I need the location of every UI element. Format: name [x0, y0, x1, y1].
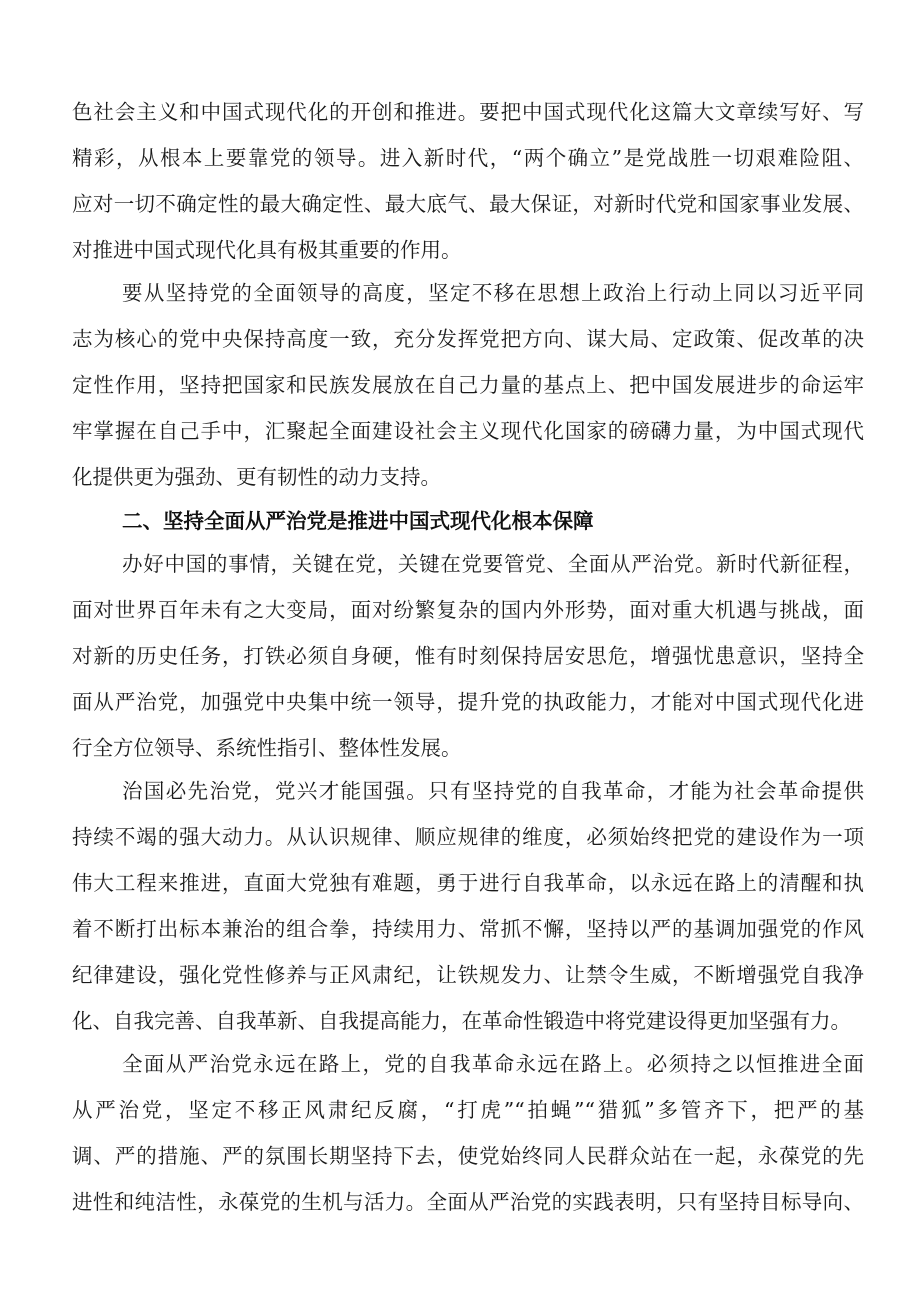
paragraph-line: 要从坚持党的全面领导的高度，坚定不移在思想上政治上行动上同以习近平同 [122, 281, 864, 305]
paragraph-line: 办好中国的事情，关键在党，关键在党要管党、全面从严治党。新时代新征程， [122, 552, 864, 576]
paragraph-line: 色社会主义和中国式现代化的开创和推进。要把中国式现代化这篇大文章续写好、写 [72, 100, 864, 124]
paragraph-line: 持续不竭的强大动力。从认识规律、顺应规律的维度，必须始终把党的建设作为一项 [72, 825, 864, 849]
paragraph-line: 全面从严治党永远在路上，党的自我革命永远在路上。必须持之以恒推进全面 [122, 1052, 864, 1076]
paragraph-line: 对新的历史任务，打铁必须自身硬，惟有时刻保持居安思危，增强忧患意识，坚持全 [72, 644, 864, 668]
paragraph-line: 应对一切不确定性的最大确定性、最大底气、最大保证，对新时代党和国家事业发展、 [72, 192, 864, 216]
paragraph-line: 化、自我完善、自我革新、自我提高能力，在革命性锻造中将党建设得更加坚强有力。 [72, 1009, 851, 1033]
paragraph-line: 精彩，从根本上要靠党的领导。进入新时代，“两个确立”是党战胜一切艰难险阻、 [72, 146, 864, 170]
paragraph-line: 面从严治党，加强党中央集中统一领导，提升党的执政能力，才能对中国式现代化进 [72, 690, 864, 714]
paragraph-line: 纪律建设，强化党性修养与正风肃纪，让铁规发力、让禁令生威，不断增强党自我净 [72, 963, 864, 987]
paragraph-line: 定性作用，坚持把国家和民族发展放在自己力量的基点上、把中国发展进步的命运牢 [72, 373, 864, 397]
paragraph-line: 对推进中国式现代化具有极其重要的作用。 [72, 238, 462, 262]
paragraph-line: 调、严的措施、严的氛围长期坚持下去，使党始终同人民群众站在一起，永葆党的先 [72, 1144, 864, 1168]
paragraph-line: 化提供更为强劲、更有韧性的动力支持。 [72, 465, 441, 489]
paragraph-line: 伟大工程来推进，直面大党独有难题，勇于进行自我革命，以永远在路上的清醒和执 [72, 871, 864, 895]
paragraph-line: 面对世界百年未有之大变局，面对纷繁复杂的国内外形势，面对重大机遇与挑战，面 [72, 598, 864, 622]
paragraph-line: 进性和纯洁性，永葆党的生机与活力。全面从严治党的实践表明，只有坚持目标导向、 [72, 1190, 864, 1214]
paragraph-line: 行全方位领导、系统性指引、整体性发展。 [72, 736, 462, 760]
paragraph-line: 牢掌握在自己手中，汇聚起全面建设社会主义现代化国家的磅礴力量，为中国式现代 [72, 419, 864, 443]
section-heading: 二、坚持全面从严治党是推进中国式现代化根本保障 [122, 509, 594, 533]
paragraph-line: 从严治党，坚定不移正风肃纪反腐，“打虎”“拍蝇”“猎狐”多管齐下，把严的基 [72, 1098, 864, 1122]
paragraph-line: 志为核心的党中央保持高度一致，充分发挥党把方向、谋大局、定政策、促改革的决 [72, 327, 864, 351]
paragraph-line: 着不断打出标本兼治的组合拳，持续用力、常抓不懈，坚持以严的基调加强党的作风 [72, 917, 864, 941]
paragraph-line: 治国必先治党，党兴才能国强。只有坚持党的自我革命，才能为社会革命提供 [122, 779, 864, 803]
